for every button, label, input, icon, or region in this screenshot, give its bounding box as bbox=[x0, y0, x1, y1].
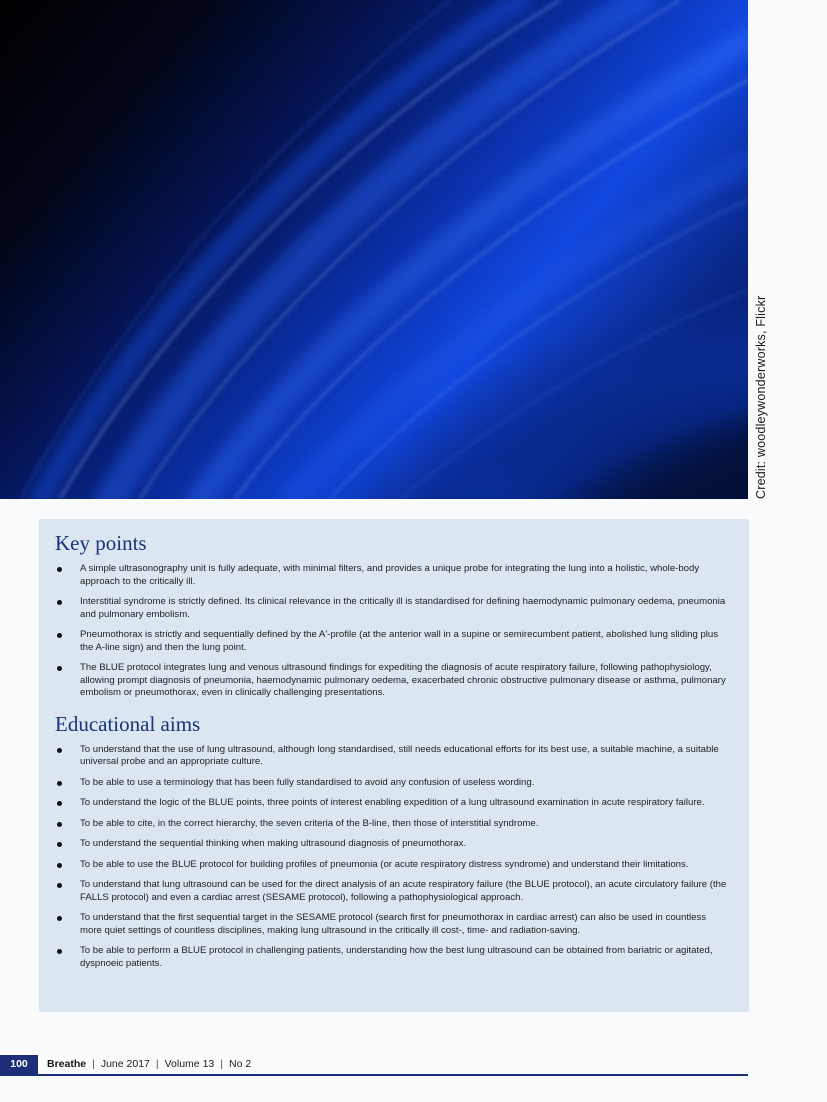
list-item: To be able to cite, in the correct hierarchy, the seven criteria of the B-line, then those of interstitial syndrome. bbox=[55, 818, 729, 831]
separator: | bbox=[92, 1058, 95, 1070]
issue-date: June 2017 bbox=[100, 1058, 150, 1070]
key-points-heading: Key points bbox=[55, 531, 147, 555]
list-item: A simple ultrasonography unit is fully adequate, with minimal filters, and provides a unique probe for integrating the lung into a holistic, whole-body approach to the critically ill. bbox=[55, 563, 729, 588]
bullet-icon bbox=[57, 883, 62, 888]
bullet-icon bbox=[57, 666, 62, 671]
list-item: To understand that the first sequential target in the SESAME protocol (search first for pneumothorax in cardiac arrest) can also be used in countless more quiet settings of countless disciplines, making lung ultrasound in the critically ill cost-, time- and radiation-saving. bbox=[55, 912, 729, 937]
educational-aims-list bbox=[55, 744, 729, 971]
list-item: To understand that lung ultrasound can be used for the direct analysis of an acute respiratory failure (the BLUE protocol), an acute circulatory failure (the FALLS protocol) and even a cardiac arrest (SESAME protocol), following a pathophysiological approach. bbox=[55, 879, 729, 904]
bullet-icon bbox=[57, 822, 62, 827]
list-item: To understand the logic of the BLUE points, three points of interest enabling expedition of a lung ultrasound examination in acute respiratory failure. bbox=[55, 797, 729, 810]
separator: | bbox=[155, 1058, 159, 1070]
bullet-icon bbox=[57, 748, 62, 753]
key-points-panel bbox=[39, 519, 749, 1012]
key-points-list bbox=[55, 563, 729, 700]
list-item: To be able to use a terminology that has been fully standardised to avoid any confusion of useless wording. bbox=[55, 777, 729, 790]
bullet-icon bbox=[57, 842, 62, 847]
bullet-icon bbox=[57, 863, 62, 868]
bullet-icon bbox=[57, 916, 62, 921]
hero-image bbox=[0, 0, 748, 499]
bullet-icon bbox=[57, 781, 62, 786]
bullet-icon bbox=[57, 600, 62, 605]
bullet-icon bbox=[57, 949, 62, 954]
page-number: 100 bbox=[0, 1055, 38, 1074]
issue-number: No 2 bbox=[228, 1058, 252, 1070]
separator: | bbox=[220, 1058, 223, 1070]
list-item: To understand the sequential thinking when making ultrasound diagnosis of pneumothorax. bbox=[55, 838, 729, 851]
journal-name: Breathe bbox=[47, 1058, 87, 1070]
bullet-icon bbox=[57, 801, 62, 806]
list-item: To be able to perform a BLUE protocol in challenging patients, understanding how the best lung ultrasound can be obtained from bariatric or agitated, dyspnoeic patients. bbox=[55, 945, 729, 970]
list-item: The BLUE protocol integrates lung and venous ultrasound findings for expediting the diagnosis of acute respiratory failure, following pathophysiology, allowing prompt diagnosis of pneumonia, haemodynamic pulmonary oedema, exacerbated chronic obstructive pulmonary disease or asthma, pulmonary embolism or pneumothorax, even in clinically challenging presentations. bbox=[55, 662, 729, 700]
volume: Volume 13 bbox=[164, 1058, 215, 1070]
bullet-icon bbox=[57, 567, 62, 572]
list-item: To understand that the use of lung ultrasound, although long standardised, still needs educational efforts for its best use, a suitable machine, a suitable universal probe and an appropriate culture. bbox=[55, 744, 729, 769]
list-item: Interstitial syndrome is strictly defined. Its clinical relevance in the critically ill is standardised for defining haemodynamic pulmonary oedema, pneumonia and pulmonary embolism. bbox=[55, 596, 729, 621]
bullet-icon bbox=[57, 633, 62, 638]
list-item: Pneumothorax is strictly and sequentially defined by the A'-profile (at the anterior wall in a supine or semirecumbent patient, abolished lung sliding plus the A-line sign) and then the lung point. bbox=[55, 629, 729, 654]
educational-aims-heading: Educational aims bbox=[55, 711, 201, 736]
photo-credit: Credit: woodleywonderworks, Flickr bbox=[754, 295, 768, 499]
list-item: To be able to use the BLUE protocol for building profiles of pneumonia (or acute respiratory distress syndrome) and understand their limitations. bbox=[55, 859, 729, 872]
page-footer bbox=[0, 1054, 748, 1076]
light-streaks bbox=[0, 0, 748, 499]
